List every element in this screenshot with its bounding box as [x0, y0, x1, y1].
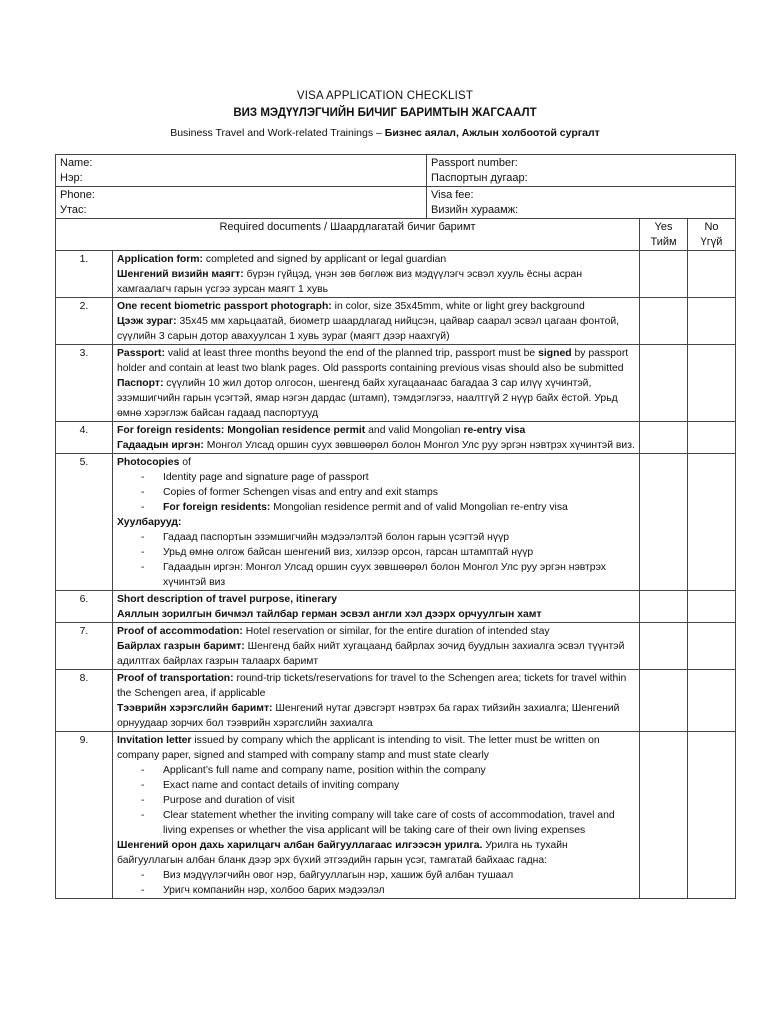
subtitle — [0, 127, 770, 139]
dash-marker: - — [141, 547, 145, 558]
item-heading-mn: Байрлах газрын баримт: — [117, 641, 245, 652]
no-checkbox-cell[interactable] — [688, 345, 736, 422]
dash-marker: - — [141, 795, 145, 806]
dash-marker: - — [141, 780, 145, 791]
fee-label-mn: Визийн хураамж: — [431, 204, 519, 216]
sub-item-text: Виз мэдүүлэгчийн овог нэр, байгууллагын нэр, хашиж буй албан тушаал — [163, 870, 514, 881]
sub-item-text: Clear statement whether the inviting company will take care of costs of accommodation, travel and living expenses or whether the visa applicant will be taking care of their own living expenses — [163, 810, 615, 836]
checklist-table — [55, 154, 736, 899]
sub-item — [117, 545, 635, 560]
item-text-mn: бүрэн гүйцэд, үнэн зөв бөглөж виз мэдүүлэгч эсвэл хууль ёсны асран хамгаалагч гарын үсгээ зурсан маягт 1 хувь — [117, 269, 583, 295]
sub-item-text: Урьд өмнө олгож байсан шенгений виз, хилээр орсон, гарсан штамптай нүүр — [163, 547, 534, 558]
item-text-mn: Урилга нь тухайн байгууллагын албан бланк дээр эрх бүхий этгээдийн гарын үсэг, тамгатай байхаас гадна: — [117, 840, 568, 866]
yes-checkbox-cell[interactable] — [640, 454, 688, 591]
sub-item — [117, 470, 635, 485]
item-heading: For foreign residents: Mongolian residence permit — [117, 425, 366, 436]
fee-label-en: Visa fee: — [431, 189, 474, 201]
dash-marker: - — [141, 562, 145, 573]
item-description — [113, 454, 640, 591]
item-heading-mn: Шенгений орон дахь харилцагч албан байгууллагаас илгээсэн урилга. — [117, 840, 483, 851]
sub-item-body: Mongolian residence permit and of valid Mongolian re-entry visa — [270, 502, 568, 513]
dash-marker: - — [141, 810, 145, 821]
sub-item — [117, 763, 635, 778]
item-text-mn: сүүлийн 10 жил дотор олгосон, шенгенд байх хугацаанаас багадаа 3 сар илүү хүчинтэй, эзэмшигчийн гарын үсэгтэй, ямар нэгэн дардас (штамп), тэмдэглэгээ, наалтгүй 2 нүүр байх ёстой. Урьд өмнө хэрэглэж байсан гадаад паспортууд — [117, 378, 618, 419]
no-checkbox-cell[interactable] — [688, 623, 736, 670]
item-text: and valid Mongolian — [365, 425, 464, 436]
sub-item-text — [139, 500, 635, 515]
item-heading-mn: Хуулбарууд: — [117, 517, 182, 528]
no-checkbox-cell[interactable] — [688, 298, 736, 345]
passport-label-en: Passport number: — [431, 157, 518, 169]
title-english: VISA APPLICATION CHECKLIST — [296, 90, 474, 102]
item-description — [113, 623, 640, 670]
no-checkbox-cell[interactable] — [688, 454, 736, 591]
dash-marker: - — [141, 472, 145, 483]
sub-item — [117, 500, 635, 515]
item-number: 3. — [56, 345, 113, 422]
no-checkbox-cell[interactable] — [688, 251, 736, 298]
dash-marker: - — [141, 487, 145, 498]
dash-marker: - — [141, 502, 145, 513]
item-number: 4. — [56, 422, 113, 454]
item-text: valid at least three months beyond the end of the planned trip, passport must be — [164, 348, 539, 359]
yes-checkbox-cell[interactable] — [640, 591, 688, 623]
subtitle-mongolian: Бизнес аялал, Ажлын холбоотой сургалт — [384, 127, 600, 139]
sub-item — [117, 485, 635, 500]
table-row — [56, 623, 736, 670]
sub-item-text: Purpose and duration of visit — [163, 795, 295, 806]
item-text-mn: 35x45 мм харьцаатай, биометр шаардлагад нийцсэн, цайвар саарал эсвэл цагаан фонтой, сүүлийн 3 сарын дотор авахуулсан 1 хувь зураг (маягт дээр наахгүй) — [117, 316, 620, 342]
sub-item — [117, 883, 635, 898]
item-heading-mn: Шенгений визийн маягт: — [117, 269, 244, 280]
yes-checkbox-cell[interactable] — [640, 422, 688, 454]
item-description — [113, 298, 640, 345]
yes-label-mn: Тийм — [650, 236, 677, 248]
item-heading: One recent biometric passport photograph: — [117, 301, 332, 312]
subtitle-english: Business Travel and Work-related Trainings – — [170, 127, 385, 139]
item-heading-mn: Аяллын зорилгын бичмэл тайлбар герман эсвэл англи хэл дээрх орчуулгын хамт — [117, 609, 542, 620]
item-text: completed and signed by applicant or legal guardian — [203, 254, 447, 265]
item-heading-mn: Тээврийн хэрэгслийн баримт: — [117, 703, 273, 714]
sub-item — [117, 868, 635, 883]
sub-item-text: Гадаад паспортын эзэмшигчийн мэдээлэлтэй болон гарын үсэгтэй нүүр — [163, 532, 510, 543]
name-label-mn: Нэр: — [60, 172, 83, 184]
item-number: 7. — [56, 623, 113, 670]
table-row — [56, 732, 736, 899]
item-description — [113, 345, 640, 422]
sub-item — [117, 560, 635, 590]
item-heading: Passport: — [117, 348, 165, 359]
dash-marker: - — [141, 870, 145, 881]
item-text: of — [179, 457, 191, 468]
item-text: issued by company which the applicant is intending to visit. The letter must be written on company paper, signed and stamped with company stamp and must state clearly — [117, 735, 600, 761]
no-checkbox-cell[interactable] — [688, 670, 736, 732]
sub-item-text: Уригч компанийн нэр, холбоо барих мэдээлэл — [163, 885, 385, 896]
sub-item-text: Exact name and contact details of inviting company — [163, 780, 400, 791]
item-number: 8. — [56, 670, 113, 732]
yes-checkbox-cell[interactable] — [640, 670, 688, 732]
item-heading-mn: Паспорт: — [117, 378, 164, 389]
item-heading: Proof of transportation: — [117, 673, 234, 684]
table-row — [56, 591, 736, 623]
name-label-en: Name: — [60, 157, 93, 169]
sub-item-text: Applicant’s full name and company name, position within the company — [163, 765, 486, 776]
dash-marker: - — [141, 532, 145, 543]
item-number: 1. — [56, 251, 113, 298]
title-mongolian: ВИЗ МЭДҮҮЛЭГЧИЙН БИЧИГ БАРИМТЫН ЖАГСААЛТ — [233, 107, 537, 119]
item-description — [113, 670, 640, 732]
item-heading: Application form: — [117, 254, 204, 265]
yes-checkbox-cell[interactable] — [640, 251, 688, 298]
passport-number-field[interactable] — [427, 155, 736, 187]
item-text: by passport holder and contain at least two blank pages. Old passports containing previous visas should also be submitted — [117, 348, 629, 374]
passport-label-mn: Паспортын дугаар: — [431, 172, 528, 184]
item-heading: Short description of travel purpose, itinerary — [117, 594, 337, 605]
yes-checkbox-cell[interactable] — [640, 623, 688, 670]
item-description — [113, 732, 640, 899]
item-text-mn: Шенгений нутаг дэвсгэрт нэвтрэх ба гарах тийзийн захиалга; Шенгений орнуудаар зорчих бол тээврийн хэрэгслийн захиалга — [117, 703, 620, 729]
table-row — [56, 298, 736, 345]
item-text: round-trip tickets/reservations for travel to the Schengen area; tickets for travel within the Schengen area, if applicable — [117, 673, 627, 699]
dash-marker: - — [141, 885, 145, 896]
name-field[interactable] — [56, 155, 427, 187]
no-column-header — [688, 219, 736, 251]
sub-item — [117, 793, 635, 808]
item-text-mn: Шенгенд байх нийт хугацаанд байрлах зочид буудлын захиалга эсвэл түүнтэй адилтгах байрлах газрын талаарх баримт — [117, 641, 625, 667]
yes-checkbox-cell[interactable] — [640, 345, 688, 422]
item-heading-mn: Цээж зураг: — [117, 316, 177, 327]
yes-checkbox-cell[interactable] — [640, 732, 688, 899]
sub-item-text: Гадаадын иргэн: Монгол Улсад оршин суух зөвшөөрөл болон Монгол Улс руу эргэн нэвтрэх хүчинтэй виз — [163, 562, 606, 588]
item-heading: Proof of accommodation: — [117, 626, 243, 637]
item-emphasis: signed — [538, 348, 572, 359]
no-checkbox-cell[interactable] — [688, 591, 736, 623]
item-text-mn: Монгол Улсад оршин суух зөвшөөрөл болон Монгол Улс руу эргэн нэвтрэх хүчинтэй виз. — [203, 440, 635, 451]
table-row — [56, 422, 736, 454]
item-description — [113, 422, 640, 454]
item-number: 2. — [56, 298, 113, 345]
phone-label-mn: Утас: — [60, 204, 87, 216]
sub-item — [117, 808, 635, 838]
visa-fee-field[interactable] — [427, 187, 736, 219]
item-number: 5. — [56, 454, 113, 591]
item-description — [113, 591, 640, 623]
item-text: Hotel reservation or similar, for the entire duration of intended stay — [242, 626, 550, 637]
yes-checkbox-cell[interactable] — [640, 298, 688, 345]
sub-item — [117, 530, 635, 545]
item-text: in color, size 35x45mm, white or light grey background — [331, 301, 585, 312]
yes-label-en: Yes — [654, 221, 673, 233]
no-label-mn: Үгүй — [700, 236, 723, 248]
sub-item-text: Identity page and signature page of passport — [163, 472, 369, 483]
no-label-en: No — [704, 221, 719, 233]
item-emphasis: re-entry visa — [463, 425, 526, 436]
no-checkbox-cell[interactable] — [688, 422, 736, 454]
sub-item-text: Copies of former Schengen visas and entry and exit stamps — [163, 487, 438, 498]
item-heading: Photocopies — [117, 457, 180, 468]
sub-item — [117, 778, 635, 793]
phone-label-en: Phone: — [60, 189, 95, 201]
yes-column-header — [640, 219, 688, 251]
table-row — [56, 670, 736, 732]
table-row — [56, 454, 736, 591]
item-description — [113, 251, 640, 298]
item-number: 6. — [56, 591, 113, 623]
dash-marker: - — [141, 765, 145, 776]
phone-field[interactable] — [56, 187, 427, 219]
table-row — [56, 251, 736, 298]
sub-item-heading: For foreign residents: — [163, 502, 271, 513]
item-heading-mn: Гадаадын иргэн: — [117, 440, 204, 451]
item-heading: Invitation letter — [117, 735, 192, 746]
item-number: 9. — [56, 732, 113, 899]
no-checkbox-cell[interactable] — [688, 732, 736, 899]
table-row — [56, 345, 736, 422]
required-documents-header: Required documents / Шаардлагатай бичиг баримт — [56, 219, 640, 251]
